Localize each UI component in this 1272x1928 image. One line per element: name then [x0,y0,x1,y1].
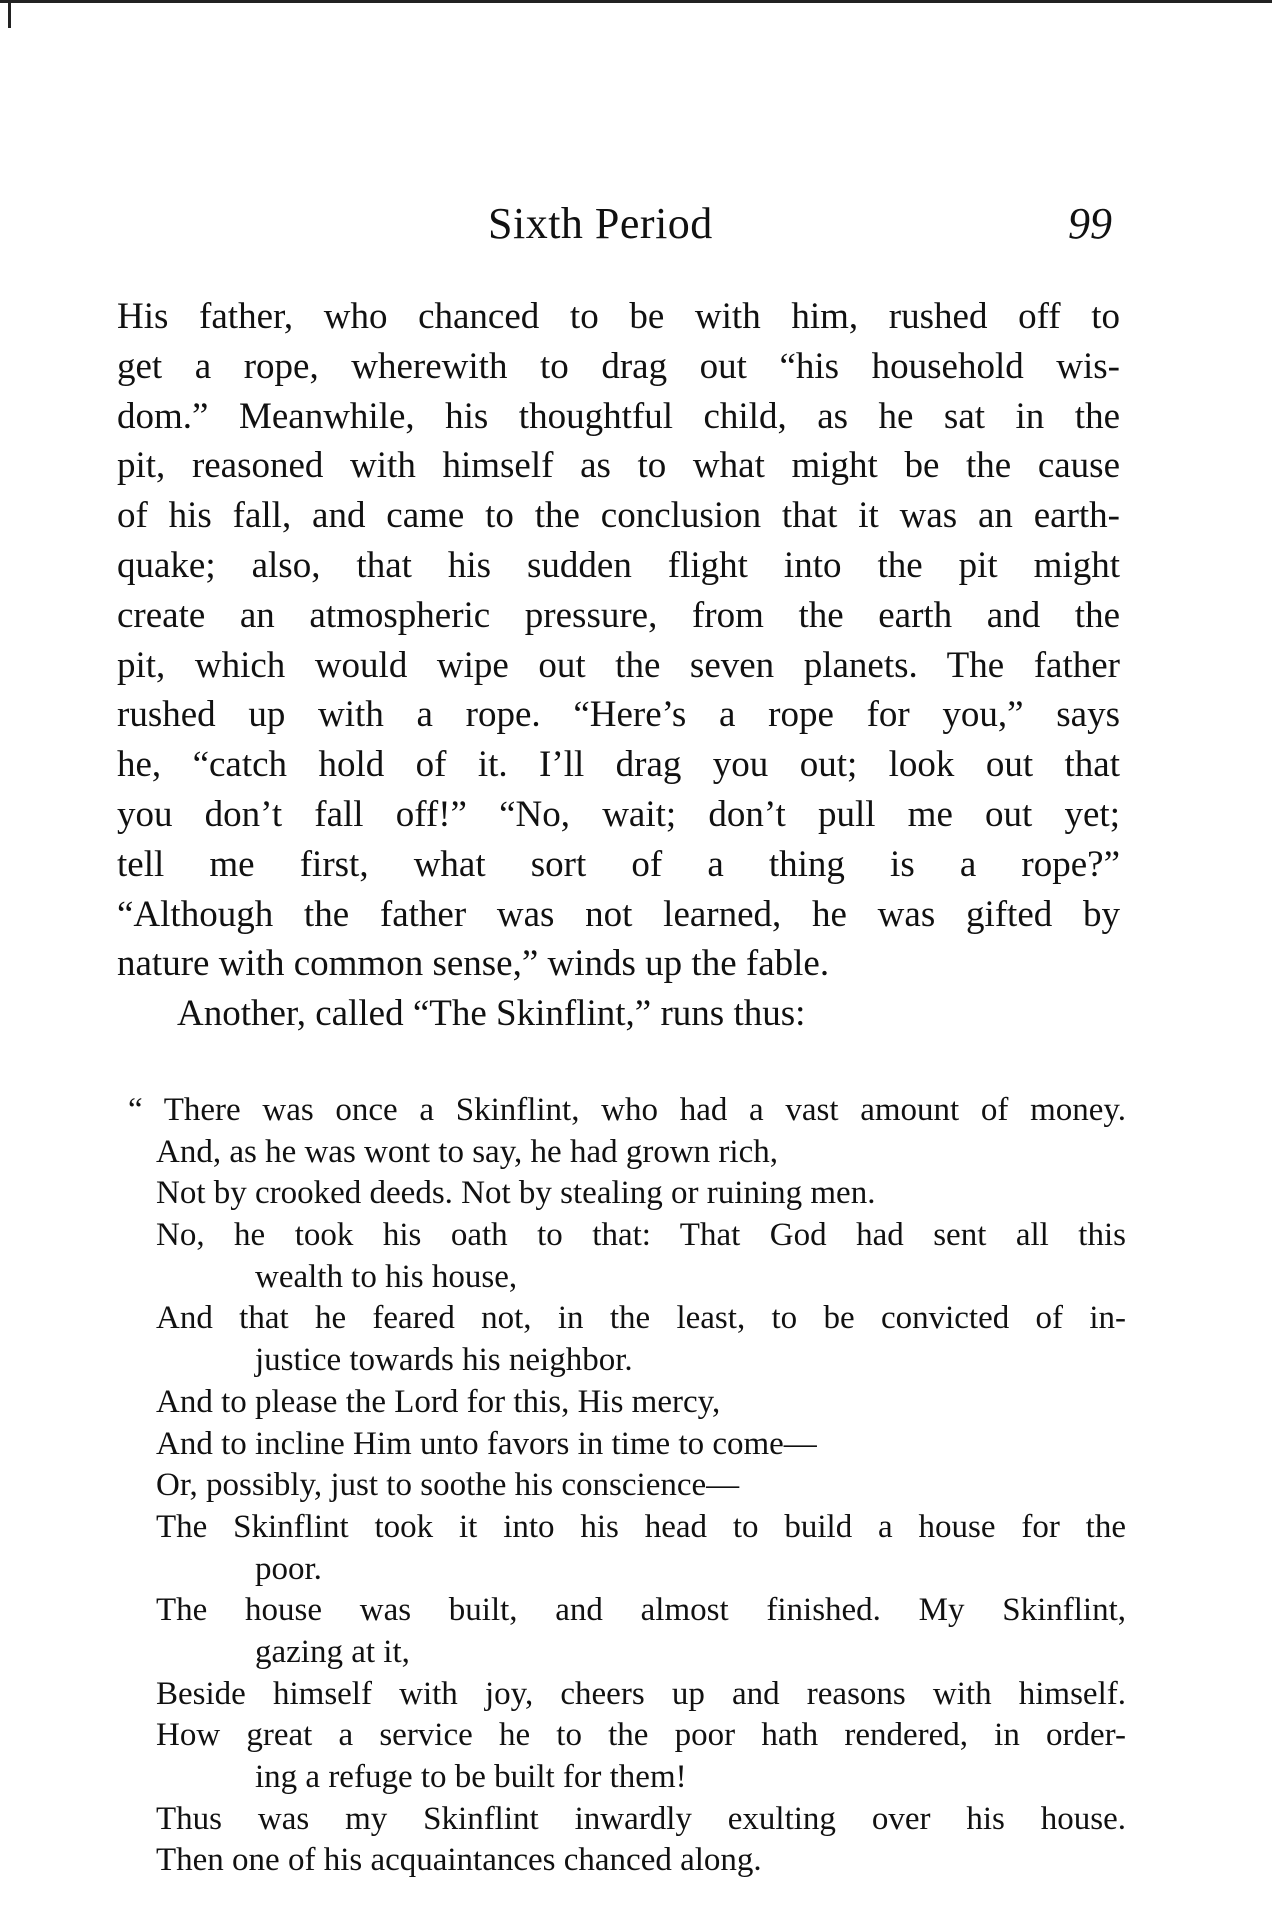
prose-line: get a rope, wherewith to drag out “his household wis- [117,345,1120,387]
prose-line: His father, who chanced to be with him, rushed off to [117,296,1120,337]
poem-line: And to incline Him unto favors in time to come— [156,1425,817,1462]
poem-line: “ There was once a Skinflint, who had a vast amount of money. [128,1092,1126,1128]
poem-line: poor. [255,1550,322,1587]
prose-line: of his fall, and came to the conclusion that it was an earth- [117,495,1120,537]
poem-line: justice towards his neighbor. [255,1342,633,1379]
poem-line: And, as he was wont to say, he had grown rich, [156,1133,778,1170]
poem-line: And that he feared not, in the least, to be convicted of in- [156,1300,1126,1337]
prose-line: you don’t fall off!” “No, wait; don’t pull me out yet; [117,793,1120,835]
prose-body [117,292,1120,1039]
prose-line: pit, reasoned with himself as to what might be the cause [117,445,1120,487]
prose-line: he, “catch hold of it. I’ll drag you out; look out that [117,744,1120,786]
poem-line: Thus was my Skinflint inwardly exulting over his house. [156,1800,1126,1837]
prose-line: rushed up with a rope. “Here’s a rope for you,” says [117,694,1120,736]
scan-edge-line [0,0,1272,3]
poem-line: Then one of his acquaintances chanced along. [156,1842,762,1879]
poem-line: How great a service he to the poor hath rendered, in order- [156,1717,1126,1754]
poem-line: Beside himself with joy, cheers up and reasons with himself. [156,1675,1126,1712]
scan-corner-mark [8,0,11,28]
prose-line: create an atmospheric pressure, from the earth and the [117,594,1120,636]
prose-line: quake; also, that his sudden flight into the pit might [117,544,1120,586]
poem-block [128,1090,1126,1882]
poem-line: The Skinflint took it into his head to build a house for the [156,1508,1126,1545]
poem-line: No, he took his oath to that: That God had sent all this [156,1217,1126,1254]
poem-line: gazing at it, [255,1633,410,1670]
poem-line: Not by crooked deeds. Not by stealing or ruining men. [156,1175,876,1212]
prose-line: pit, which would wipe out the seven planets. The father [117,644,1120,686]
poem-line: The house was built, and almost finished. My Skinflint, [156,1592,1126,1629]
poem-line: wealth to his house, [255,1258,518,1295]
running-title: Sixth Period [488,199,713,248]
page-number: 99 [1068,199,1112,248]
prose-line: dom.” Meanwhile, his thoughtful child, as he sat in the [117,395,1120,437]
page-header [0,198,1272,248]
prose-line: Another, called “The Skinflint,” runs thus: [177,993,806,1035]
prose-line: “Although the father was not learned, he was gifted by [117,893,1120,935]
prose-line: nature with common sense,” winds up the fable. [117,943,830,985]
poem-line: And to please the Lord for this, His mercy, [156,1383,721,1420]
prose-line: tell me first, what sort of a thing is a rope?” [117,843,1120,885]
poem-line: ing a refuge to be built for them! [255,1759,687,1795]
poem-line: Or, possibly, just to soothe his conscience— [156,1467,740,1504]
